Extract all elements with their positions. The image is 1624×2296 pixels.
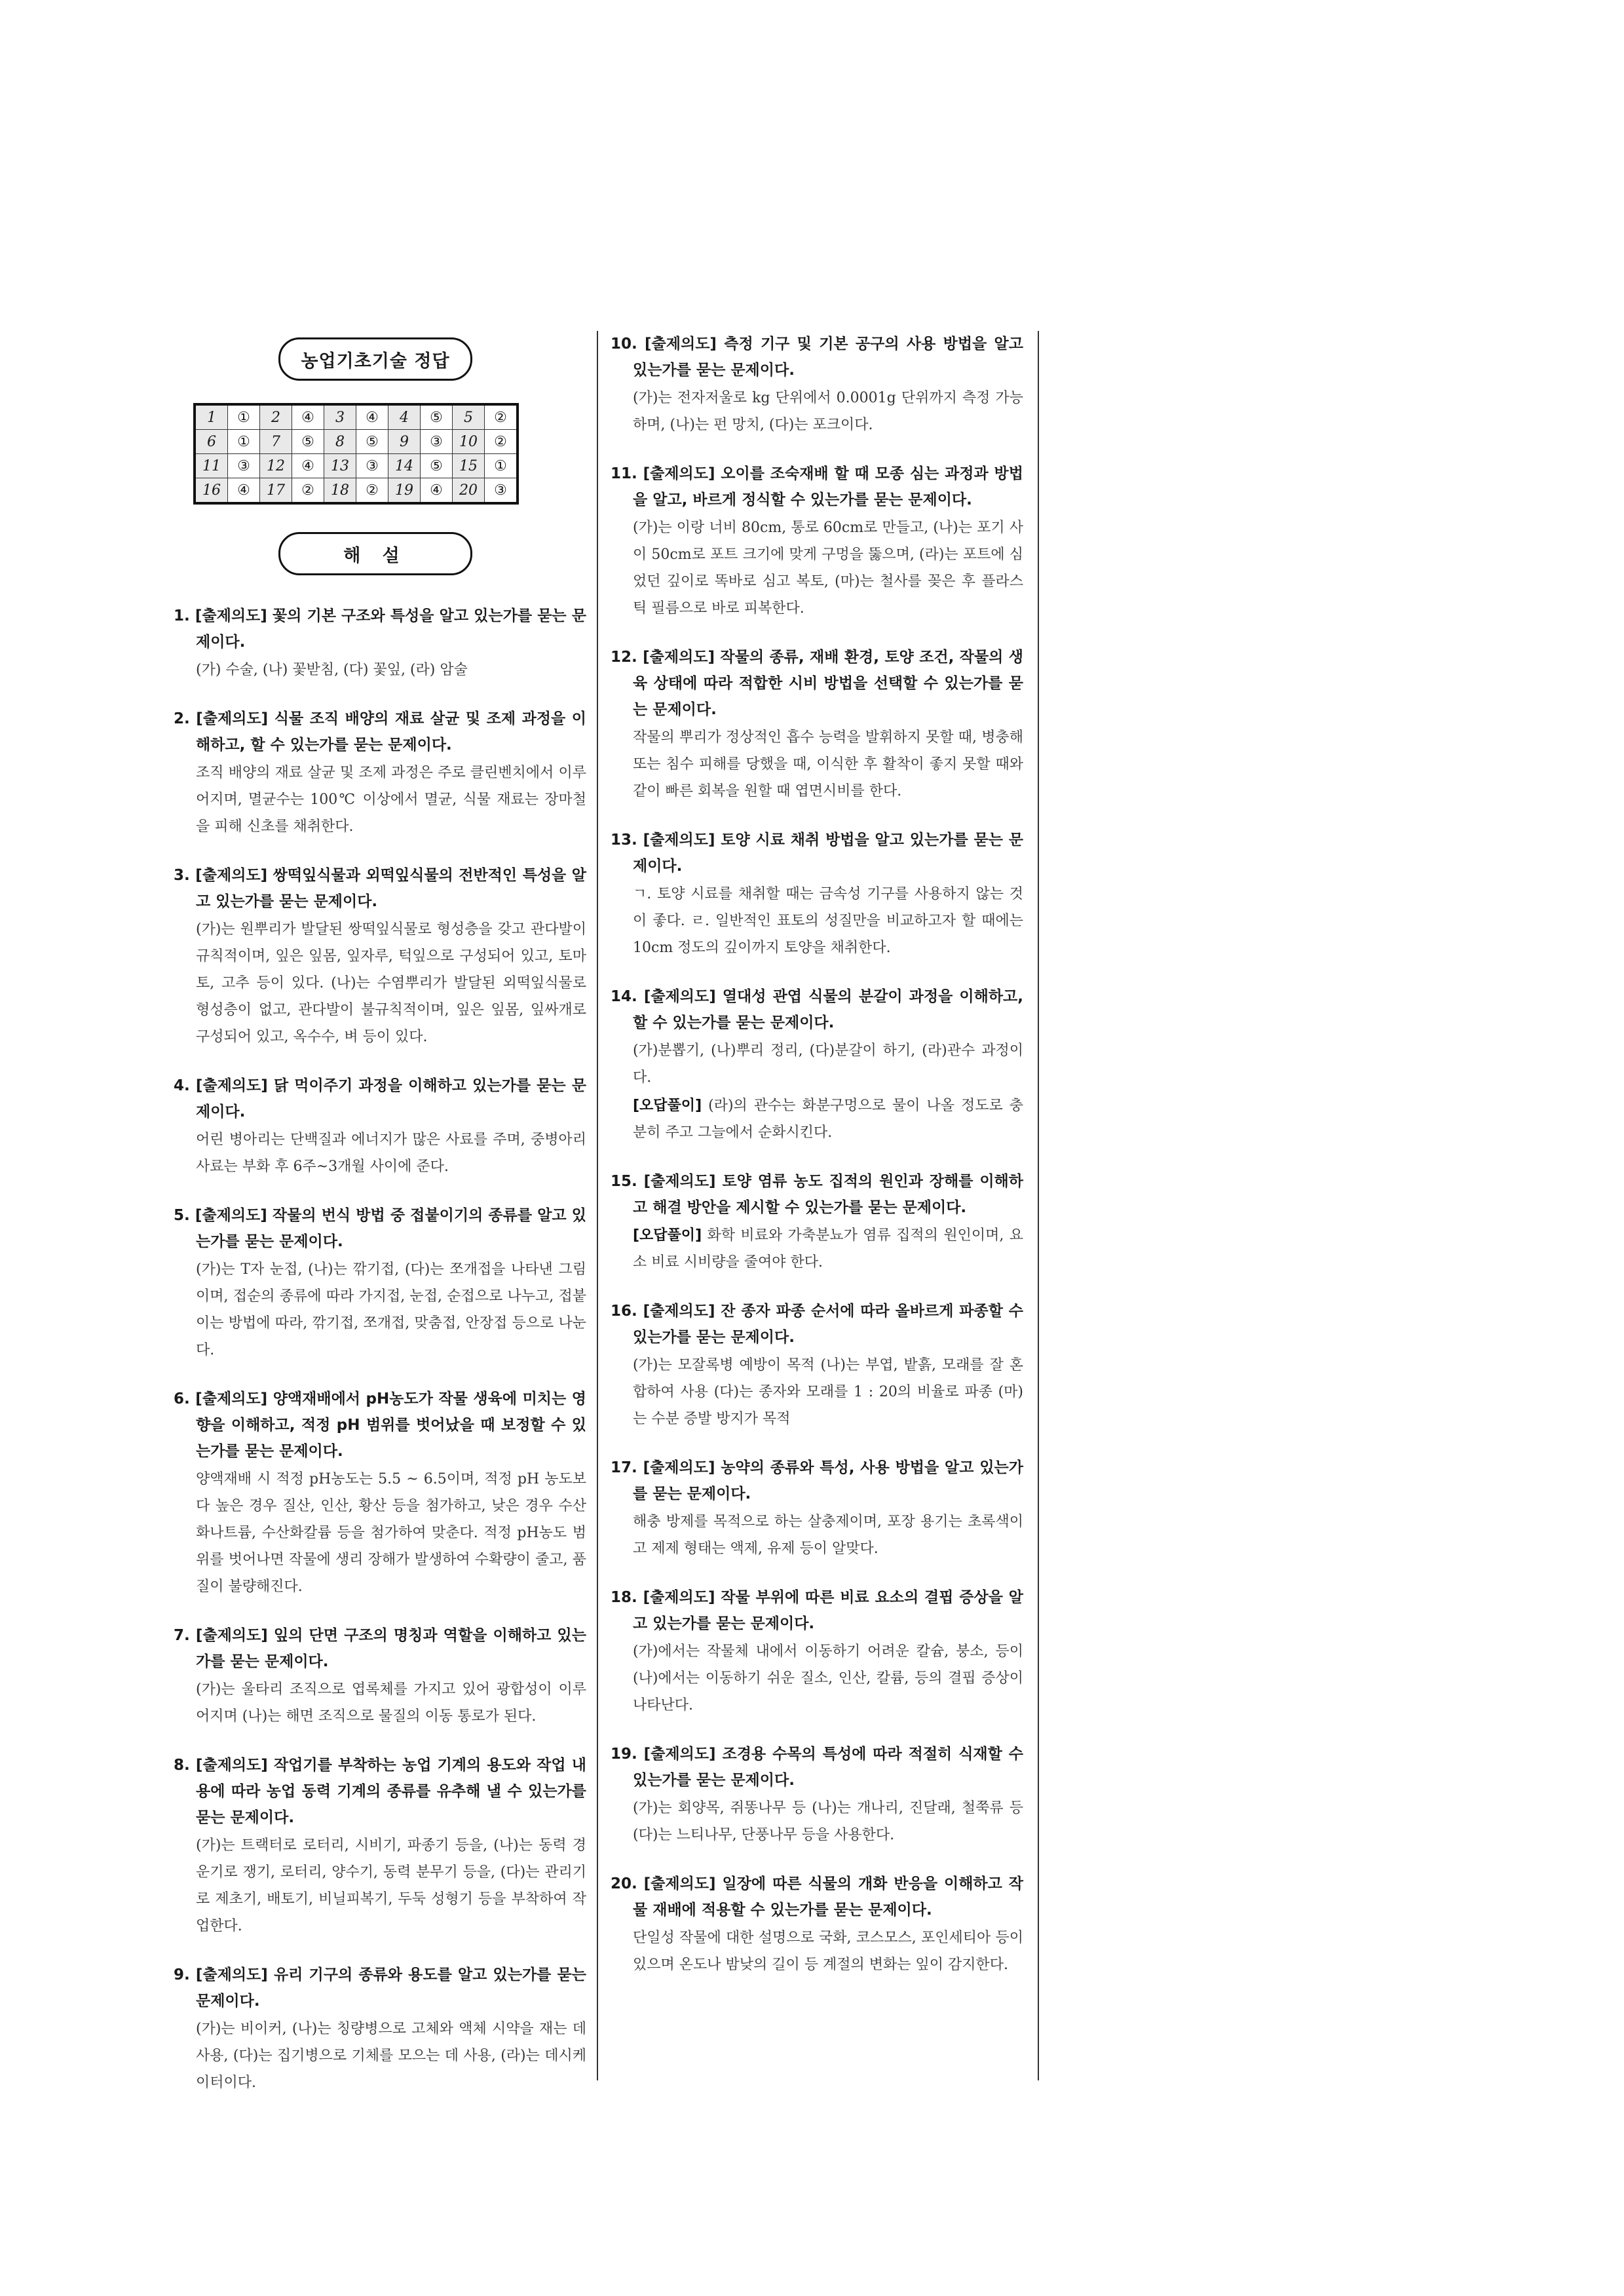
right-explanations [611,331,1023,1978]
question-number: 3 [324,404,356,430]
explanation-title: 해 설 [278,532,472,575]
answer-row [195,430,518,454]
answer-row [195,454,518,478]
answer-choice: ② [485,430,518,454]
question-number: 1 [195,404,228,430]
explanation-item [174,1202,586,1364]
explanation-text: 양액재배 시 적정 pH농도는 5.5 ~ 6.5이며, 적정 pH 농도보다 높은 경우 질산, 인산, 황산 등을 첨가하고, 낮은 경우 수산화나트륨, 수산화칼륨 등을 첨가하여 맞춘다. 적정 pH농도 범위를 벗어나면 작물에 생리 장해가 발생하여 수확량이 줄고, 품질이 불량해진다. [196,1471,586,1595]
question-intent: 17. [출제의도] 농약의 종류와 특성, 사용 방법을 알고 있는가를 묻는 문제이다. [611,1459,1023,1502]
question-intent: 3. [출제의도] 쌍떡잎식물과 외떡잎식물의 전반적인 특성을 알고 있는가를 묻는 문제이다. [174,867,586,910]
question-intent: 14. [출제의도] 열대성 관엽 식물의 분갈이 과정을 이해하고, 할 수 있는가를 묻는 문제이다. [611,988,1023,1031]
answer-row [195,404,518,430]
explanation-text: ㄱ. 토양 시료를 채취할 때는 금속성 기구를 사용하지 않는 것이 좋다. ㄹ. 일반적인 표토의 성질만을 비교하고자 할 때에는 10cm 정도의 깊이까지 토양을 채취한다. [633,886,1023,956]
question-intent: 9. [출제의도] 유리 기구의 종류와 용도를 알고 있는가를 묻는 문제이다. [174,1966,586,2010]
answer-choice: ③ [356,454,388,478]
wrong-answer-note [611,1222,1023,1276]
question-intent: 19. [출제의도] 조경용 수목의 특성에 따라 적절히 식재할 수 있는가를 묻는 문제이다. [611,1746,1023,1789]
explanation-text: (가)는 원뿌리가 발달된 쌍떡잎식물로 형성층을 갖고 관다발이 규칙적이며, 잎은 잎몸, 잎자루, 턱잎으로 구성되어 있고, 토마토, 고추 등이 있다. (나)는 수염뿌리가 발달된 외떡잎식물로 형성층이 없고, 관다발이 불규칙적이며, 잎은 잎몸, 잎싸개로 구성되어 있고, 옥수수, 벼 등이 있다. [196,921,586,1045]
explanation-item [611,461,1023,622]
question-intent: 4. [출제의도] 닭 먹이주기 과정을 이해하고 있는가를 묻는 문제이다. [174,1077,586,1120]
question-number: 17 [260,478,292,504]
explanation-item [174,1752,586,1940]
explanation-item [611,644,1023,805]
question-number: 18 [324,478,356,504]
column-divider [597,331,598,2080]
answer-choice: ③ [421,430,453,454]
left-explanations [174,603,586,2096]
answer-row [195,478,518,504]
answer-choice: ② [356,478,388,504]
question-number: 19 [388,478,421,504]
explanation-text: 어린 병아리는 단백질과 에너지가 많은 사료를 주며, 중병아리 사료는 부화 후 6주~3개월 사이에 준다. [196,1132,586,1175]
question-number: 11 [195,454,228,478]
question-intent: 15. [출제의도] 토양 염류 농도 집적의 원인과 장해를 이해하고 해결 방안을 제시할 수 있는가를 묻는 문제이다. [611,1173,1023,1216]
explanation-item [174,862,586,1050]
answer-choice: ④ [292,404,324,430]
explanation-text: (가)는 T자 눈접, (나)는 깎기접, (다)는 쪼개접을 나타낸 그림이며, 접순의 종류에 따라 가지접, 눈접, 순접으로 나누고, 접붙이는 방법에 따라, 깎기접, 쪼개접, 맞춤접, 안장접 등으로 나눈다. [196,1261,586,1358]
answer-choice: ③ [485,478,518,504]
explanation-item [174,1386,586,1600]
explanation-text: (가)는 울타리 조직으로 엽록체를 가지고 있어 광합성이 이루어지며 (나)는 해면 조직으로 물질의 이동 통로가 된다. [196,1681,586,1725]
explanation-text: (가)는 모잘록병 예방이 목적 (나)는 부엽, 밭흙, 모래를 잘 혼합하여 사용 (다)는 종자와 모래를 1 : 20의 비율로 파종 (마)는 수분 증발 방지가 목적 [633,1357,1023,1427]
explanation-item [611,1298,1023,1432]
answer-choice: ④ [228,478,260,504]
explanation-text: (가)는 회양목, 쥐똥나무 등 (나)는 개나리, 진달래, 철쭉류 등 (다)는 느티나무, 단풍나무 등을 사용한다. [633,1800,1023,1843]
answer-choice: ① [228,404,260,430]
question-intent: 20. [출제의도] 일장에 따른 식물의 개화 반응을 이해하고 작물 재배에 적용할 수 있는가를 묻는 문제이다. [611,1875,1023,1919]
explanation-item [611,1455,1023,1562]
question-intent: 7. [출제의도] 잎의 단면 구조의 명칭과 역할을 이해하고 있는가를 묻는 문제이다. [174,1627,586,1670]
explanation-text: (가)는 비이커, (나)는 칭량병으로 고체와 액체 시약을 재는 데 사용, (다)는 집기병으로 기체를 모으는 데 사용, (라)는 데시케이터이다. [196,2021,586,2091]
explanation-text: 단일성 작물에 대한 설명으로 국화, 코스모스, 포인세티아 등이 있으며 온도나 밤낮의 길이 등 계절의 변화는 잎이 감지한다. [633,1930,1023,1973]
explanation-item [611,827,1023,961]
question-intent: 8. [출제의도] 작업기를 부착하는 농업 기계의 용도와 작업 내용에 따라 농업 동력 기계의 종류를 유추해 낼 수 있는가를 묻는 문제이다. [174,1757,586,1826]
question-number: 2 [260,404,292,430]
explanation-item [611,1584,1023,1719]
question-intent: 2. [출제의도] 식물 조직 배양의 재료 살균 및 조제 과정을 이해하고, 할 수 있는가를 묻는 문제이다. [174,710,586,754]
answer-choice: ⑤ [292,430,324,454]
explanation-text: (가)에서는 작물체 내에서 이동하기 어려운 칼슘, 붕소, 등이 (나)에서는 이동하기 쉬운 질소, 인산, 칼륨, 등의 결핍 증상이 나타난다. [633,1643,1023,1713]
question-number: 5 [453,404,485,430]
explanation-item [174,1073,586,1180]
question-intent: 12. [출제의도] 작물의 종류, 재배 환경, 토양 조건, 작물의 생육 상태에 따라 적합한 시비 방법을 선택할 수 있는가를 묻는 문제이다. [611,649,1023,718]
wrong-answer-text: 화학 비료와 가축분뇨가 염류 집적의 원인이며, 요소 비료 시비량을 줄여야 한다. [633,1227,1023,1271]
wrong-answer-tag: [오답풀이] [633,1227,702,1244]
answer-choice: ⑤ [421,404,453,430]
answer-choice: ① [228,430,260,454]
answer-choice: ① [485,454,518,478]
wrong-answer-tag: [오답풀이] [633,1098,702,1114]
question-intent: 5. [출제의도] 작물의 번식 방법 중 접붙이기의 종류를 알고 있는가를 묻는 문제이다. [174,1207,586,1250]
explanation-item [174,1622,586,1730]
answer-choice: ⑤ [421,454,453,478]
question-intent: 11. [출제의도] 오이를 조숙재배 할 때 모종 심는 과정과 방법을 알고, 바르게 정식할 수 있는가를 묻는 문제이다. [611,465,1023,508]
explanation-text: (가) 수술, (나) 꽃받침, (다) 꽃잎, (라) 암술 [196,662,468,678]
question-number: 9 [388,430,421,454]
answer-choice: ② [292,478,324,504]
right-column [611,331,1023,2000]
question-intent: 18. [출제의도] 작물 부위에 따른 비료 요소의 결핍 증상을 알고 있는가를 묻는 문제이다. [611,1589,1023,1632]
wrong-answer-note [611,1092,1023,1146]
right-margin-rule [1038,331,1039,2080]
explanation-item [174,1962,586,2096]
question-number: 7 [260,430,292,454]
question-number: 13 [324,454,356,478]
question-number: 15 [453,454,485,478]
question-number: 8 [324,430,356,454]
answer-choice: ④ [292,454,324,478]
question-intent: 6. [출제의도] 양액재배에서 pH농도가 작물 생육에 미치는 영향을 이해하고, 적정 pH 범위를 벗어났을 때 보정할 수 있는가를 묻는 문제이다. [174,1390,586,1460]
answer-table [193,403,519,505]
wrong-answer-text: (라)의 관수는 화분구멍으로 물이 나올 정도로 충분히 주고 그늘에서 순화시킨다. [633,1098,1023,1141]
explanation-item [174,706,586,840]
left-column [174,331,586,2118]
explanation-text: 조직 배양의 재료 살균 및 조제 과정은 주로 클린벤치에서 이루어지며, 멸균수는 100℃ 이상에서 멸균, 식물 재료는 장마철을 피해 신초를 채취한다. [196,765,586,835]
question-number: 20 [453,478,485,504]
explanation-item [611,331,1023,438]
question-number: 12 [260,454,292,478]
explanation-text: 해충 방제를 목적으로 하는 살충제이며, 포장 용기는 초록색이고 제제 형태는 액제, 유제 등이 알맞다. [633,1514,1023,1557]
explanation-item [611,1168,1023,1276]
explanation-item [611,1871,1023,1978]
explanation-text: (가)는 이랑 너비 80cm, 통로 60cm로 만들고, (나)는 포기 사이 50cm로 포트 크기에 맞게 구멍을 뚫으며, (라)는 포트에 심었던 깊이로 똑바로 심고 복토, (마)는 철사를 꽂은 후 플라스틱 필름으로 바로 피복한다. [633,520,1023,617]
question-number: 14 [388,454,421,478]
answer-choice: ⑤ [356,430,388,454]
answer-title: 농업기초기술 정답 [278,337,472,381]
explanation-item [611,984,1023,1146]
question-number: 4 [388,404,421,430]
question-number: 6 [195,430,228,454]
explanation-item [611,1741,1023,1848]
explanation-text: (가)는 트랙터로 로터리, 시비기, 파종기 등을, (나)는 동력 경운기로 쟁기, 로터리, 양수기, 동력 분무기 등을, (다)는 관리기로 제초기, 배토기, 비닐피복기, 두둑 성형기 등을 부착하여 작업한다. [196,1837,586,1934]
answer-choice: ④ [421,478,453,504]
answer-choice: ④ [356,404,388,430]
question-intent: 16. [출제의도] 잔 종자 파종 순서에 따라 올바르게 파종할 수 있는가를 묻는 문제이다. [611,1303,1023,1346]
question-intent: 13. [출제의도] 토양 시료 채취 방법을 알고 있는가를 묻는 문제이다. [611,832,1023,875]
question-number: 10 [453,430,485,454]
explanation-text: (가)는 전자저울로 kg 단위에서 0.0001g 단위까지 측정 가능하며, (나)는 펀 망치, (다)는 포크이다. [633,390,1023,433]
question-number: 16 [195,478,228,504]
explanation-item [174,603,586,683]
explanation-text: 작물의 뿌리가 정상적인 흡수 능력을 발휘하지 못할 때, 병충해 또는 침수 피해를 당했을 때, 이식한 후 활착이 좋지 못할 때와 같이 빠른 회복을 원할 때 엽면시비를 한다. [633,729,1023,799]
answer-choice: ③ [228,454,260,478]
question-intent: 1. [출제의도] 꽃의 기본 구조와 특성을 알고 있는가를 묻는 문제이다. [174,607,586,651]
question-intent: 10. [출제의도] 측정 기구 및 기본 공구의 사용 방법을 알고 있는가를 묻는 문제이다. [611,335,1023,379]
explanation-text: (가)분뽑기, (나)뿌리 정리, (다)분갈이 하기, (라)관수 과정이다. [633,1043,1023,1086]
answer-choice: ② [485,404,518,430]
